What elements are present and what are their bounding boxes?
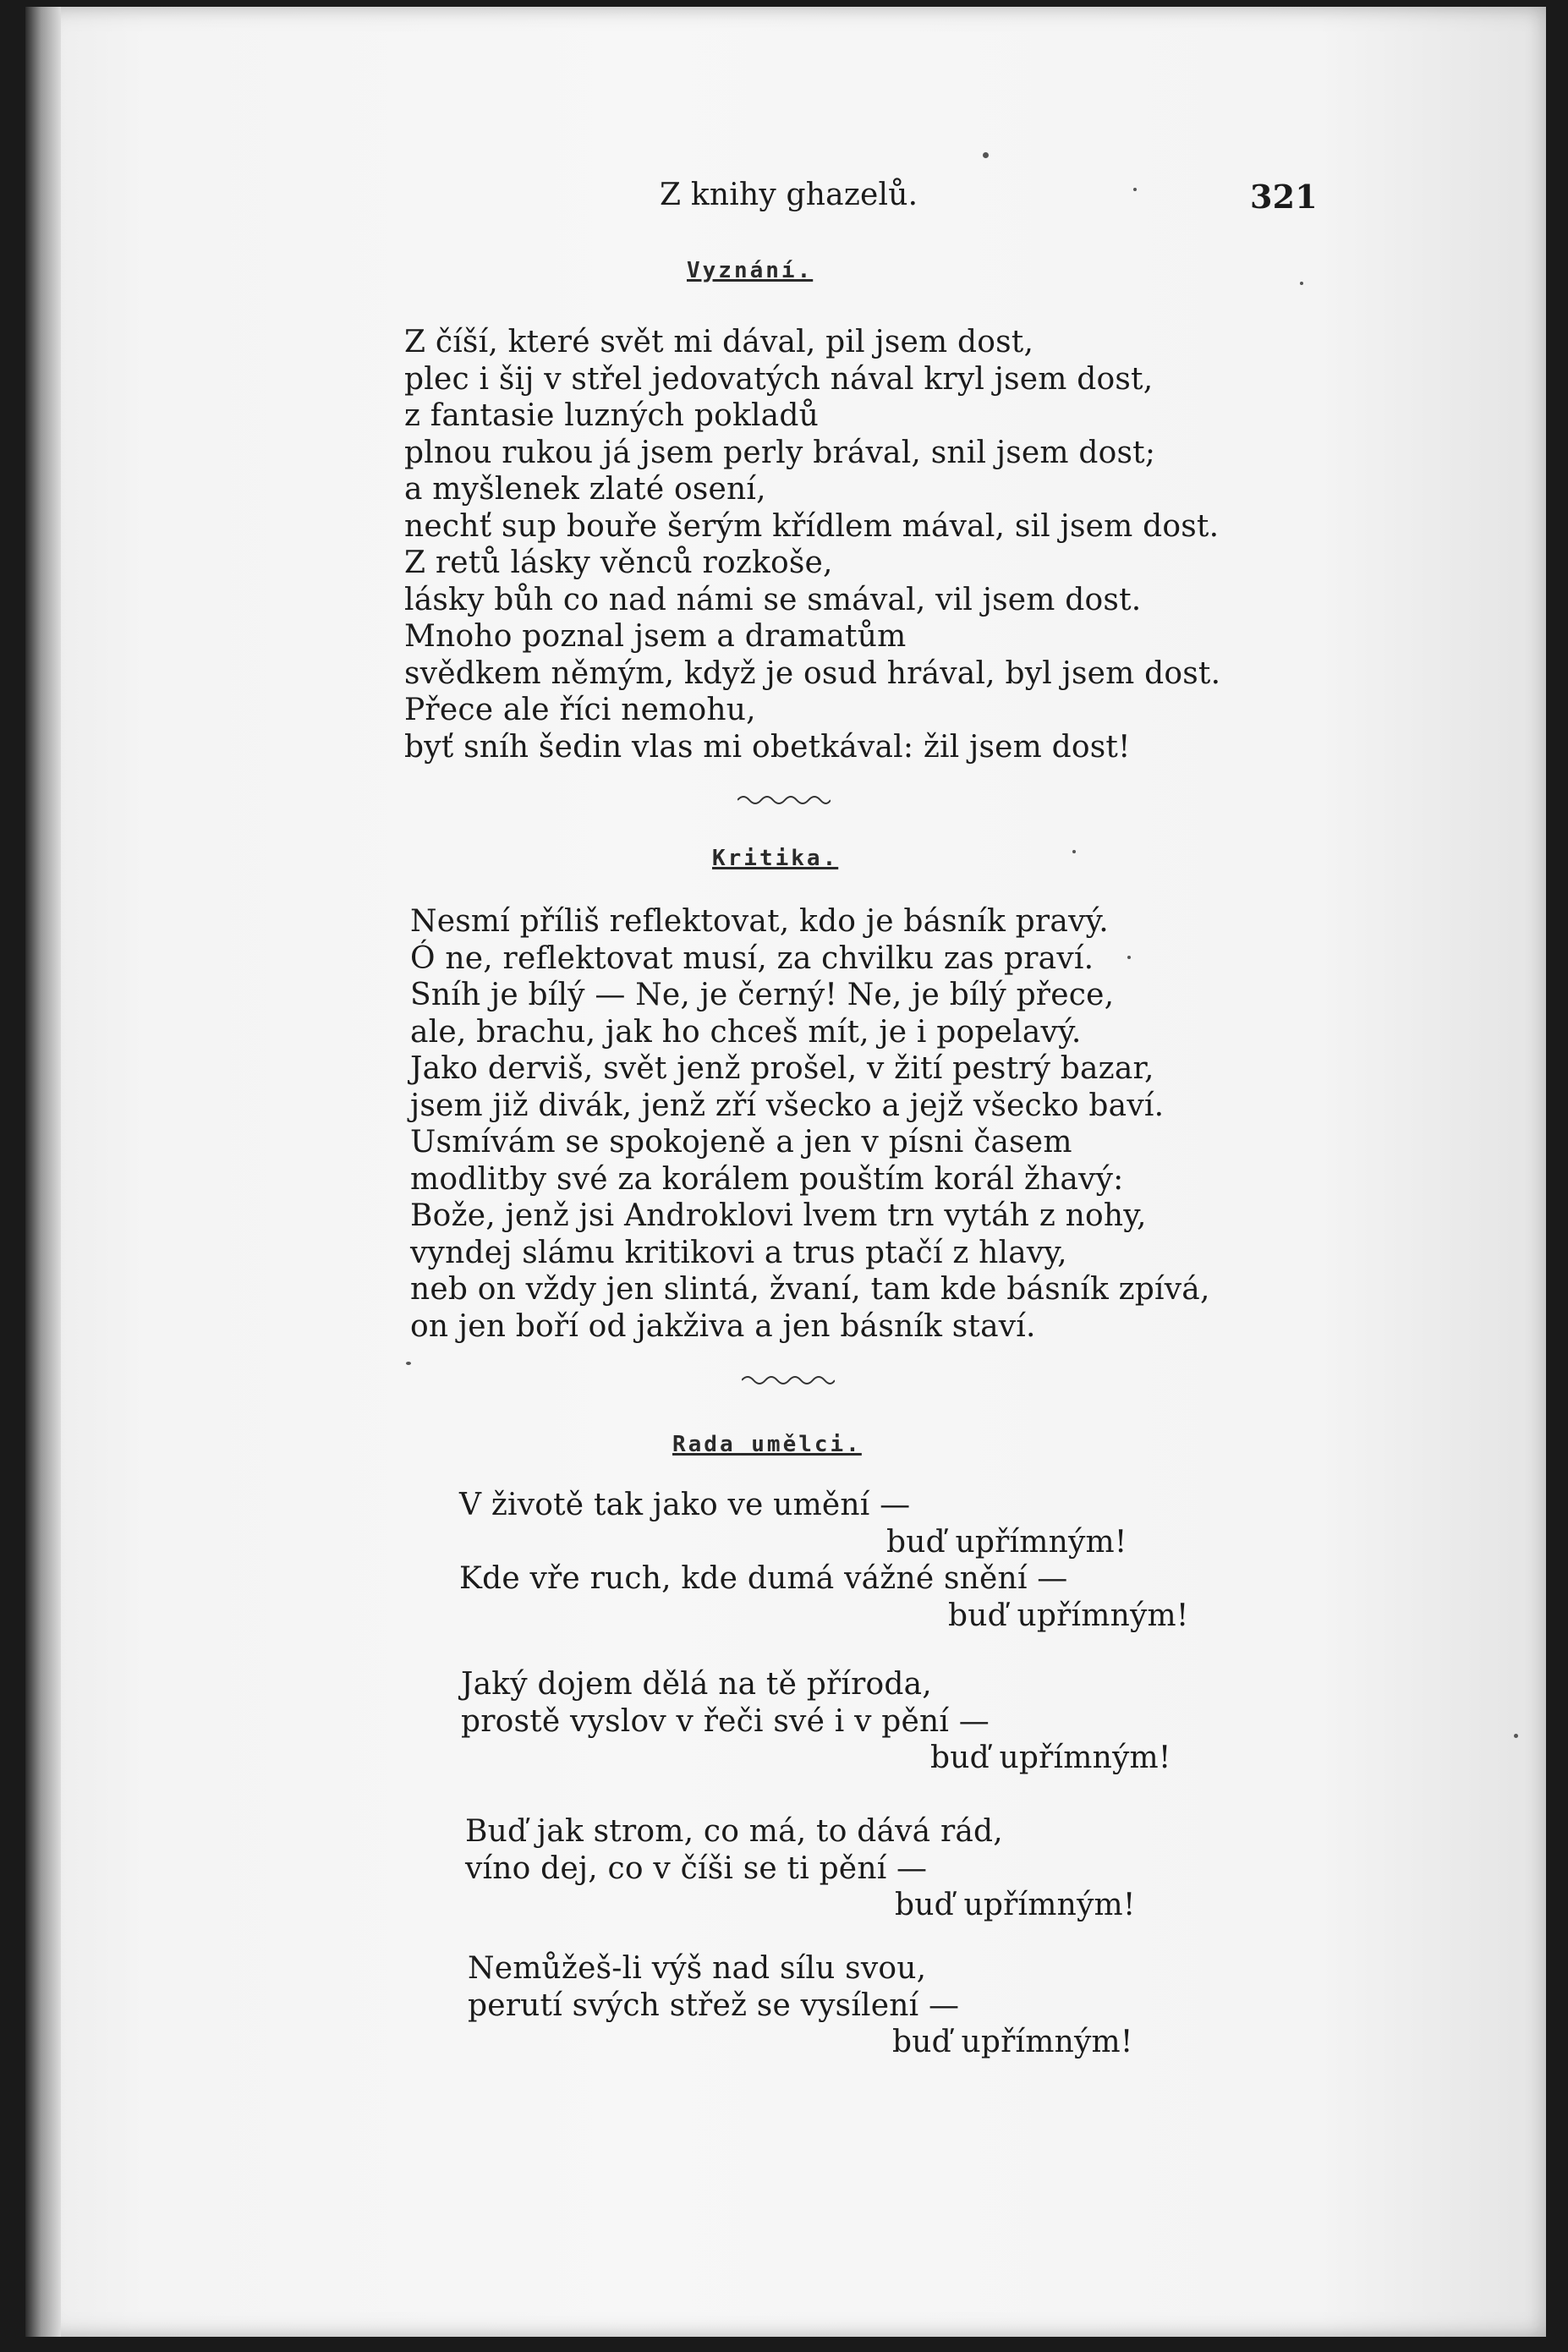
verse-line: Kde vře ruch, kde dumá vážné snění — [459,1561,1068,1596]
section-divider-ornament [737,792,831,805]
verse-line: modlitby své za korálem pouštím korál žhavý: [410,1161,1124,1197]
verse-line: Buď jak strom, co má, to dává rád, [465,1814,1003,1849]
scan-speck [1300,282,1303,285]
running-title: Z knihy ghazelů. [660,178,918,212]
stanza-1 [459,1487,1187,1634]
verse-line: plnou rukou já jsem perly brával, snil jsem dost; [404,435,1156,470]
refrain-line: buď upřímným! [895,1888,1136,1922]
verse-line: a myšlenek zlaté osení, [404,472,766,507]
poem-body-vyznani [404,324,1220,765]
verse-line: ale, brachu, jak ho chceš mít, je i popelavý. [410,1014,1082,1050]
verse-line: plec i šij v střel jedovatých nával kryl jsem dost, [404,361,1154,397]
verse-line: svědkem němým, když je osud hrával, byl jsem dost. [404,655,1221,691]
verse-line: Bože, jenž jsi Androklovi lvem trn vytáh z nohy, [410,1198,1147,1233]
verse-line: Sníh je bílý — Ne, je černý! Ne, je bílý přece, [410,978,1115,1012]
verse-line: vyndej slámu kritikovi a trus ptačí z hlavy, [410,1235,1067,1270]
verse-line: byť sníh šedin vlas mi obetkával: žil jsem dost! [404,729,1131,765]
verse-line: Jako derviš, svět jenž prošel, v žití pestrý bazar, [410,1051,1154,1086]
verse-line: Usmívám se spokojeně a jen v písni časem [410,1125,1072,1160]
verse-line: V životě tak jako ve umění — [459,1488,911,1522]
refrain-line: buď upřímným! [886,1524,1127,1560]
page-number: 321 [1250,178,1318,216]
refrain-line: buď upřímným! [948,1598,1189,1633]
verse-line: Z retů lásky věnců rozkoše, [404,546,833,580]
verse-line: víno dej, co v číši se ti pění — [465,1850,928,1886]
verse-line: prostě vyslov v řeči své i v pění — [461,1703,990,1739]
binding-gutter [25,7,61,2337]
scan-speck [983,152,989,158]
refrain-line: buď upřímným! [930,1741,1171,1775]
stanza-4 [468,1950,1195,2061]
verse-line: lásky bůh co nad námi se smával, vil jsem dost. [404,582,1142,617]
verse-line: Nesmí příliš reflektovat, kdo je básník pravý. [410,904,1109,939]
poem-title-rada-umelci: Rada umělci. [672,1432,862,1457]
verse-line: perutí svých střež se vysílení — [468,1987,960,2023]
verse-line: Přece ale říci nemohu, [404,693,756,727]
verse-line: Nemůžeš-li výš nad sílu svou, [468,1951,927,1986]
verse-line: nechť sup bouře šerým křídlem mával, sil jsem dost. [404,508,1220,544]
poem-title-kritika: Kritika. [712,846,839,871]
stanza-3 [465,1813,1192,1924]
page-header [0,178,1568,220]
refrain-line: buď upřímným! [892,2025,1133,2059]
verse-line: neb on vždy jen slintá, žvaní, tam kde básník zpívá, [410,1272,1210,1307]
scan-speck [406,1362,411,1365]
stanza-2 [461,1666,1188,1777]
verse-line: Z číší, které svět mi dával, pil jsem dost, [404,325,1034,359]
poem-body-kritika [410,903,1210,1345]
scan-speck [1514,1734,1518,1738]
section-divider-ornament [742,1372,835,1385]
verse-line: jsem již divák, jenž zří všecko a jejž všecko baví. [410,1088,1165,1123]
verse-line: Ó ne, reflektovat musí, za chvilku zas praví. [410,940,1094,976]
verse-line: Mnoho poznal jsem a dramatům [404,619,907,654]
verse-line: Jaký dojem dělá na tě příroda, [461,1667,932,1702]
verse-line: z fantasie luzných pokladů [404,398,819,433]
verse-line: on jen boří od jakživa a jen básník staví. [410,1308,1036,1344]
poem-title-vyznani: Vyznání. [687,258,814,283]
scan-speck [1072,850,1076,853]
